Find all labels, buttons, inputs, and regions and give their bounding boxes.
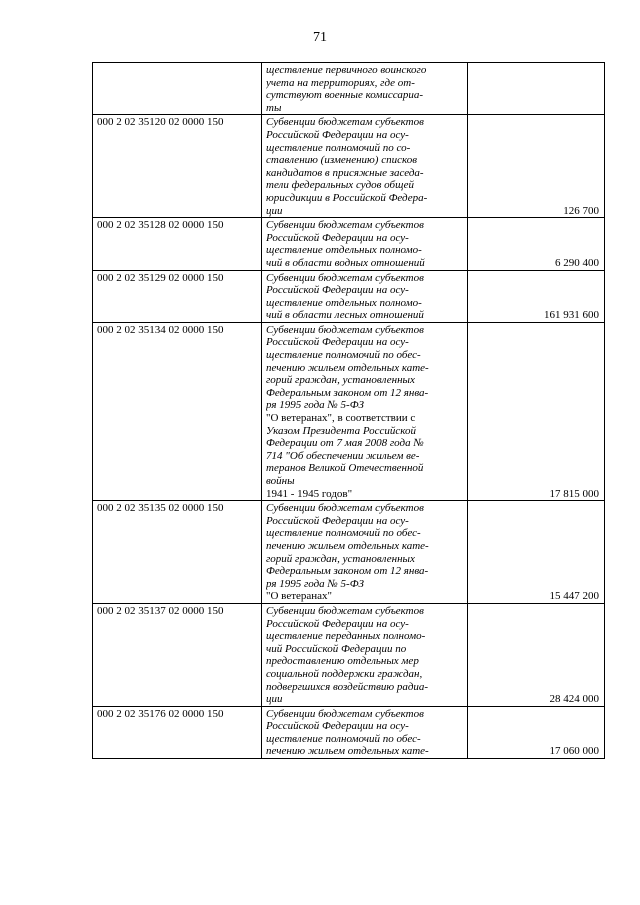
- item-description-cell: [262, 270, 468, 322]
- item-description-cell: [262, 218, 468, 270]
- description-line: ря 1995 года № 5-ФЗ: [266, 399, 365, 412]
- description-line: Российской Федерации на осу-: [266, 617, 409, 630]
- description-line: теранов Великой Отечественной: [266, 462, 424, 475]
- description-line: 1941 - 1945 годов": [266, 487, 353, 500]
- description-line: Субвенции бюджетам субъектов: [266, 707, 424, 720]
- item-description-cell: [262, 501, 468, 604]
- description-line: тели федеральных судов общей: [266, 179, 415, 192]
- table-row: [93, 115, 605, 218]
- amount-cell: 17 060 000: [468, 706, 605, 758]
- description-line: печению жильем отдельных кате-: [266, 361, 429, 374]
- description-line: чий Российской Федерации по: [266, 642, 407, 655]
- amount-cell: 126 700: [468, 115, 605, 218]
- description-line: ществление полномочий по со-: [266, 141, 411, 154]
- description-line: "О ветеранах", в соответствии с: [266, 412, 416, 425]
- amount-cell: 161 931 600: [468, 270, 605, 322]
- table-row: [93, 706, 605, 758]
- description-line: чий в области водных отношений: [266, 256, 425, 269]
- description-line: юрисдикции в Российской Федера-: [266, 191, 428, 204]
- table-row: [93, 322, 605, 500]
- budget-code-cell: 000 2 02 35176 02 0000 150: [93, 706, 262, 758]
- amount-cell: 17 815 000: [468, 322, 605, 500]
- description-line: ществление отдельных полномо-: [266, 296, 422, 309]
- description-line: ставлению (изменению) списков: [266, 154, 417, 167]
- item-description-cell: [262, 322, 468, 500]
- description-line: кандидатов в присяжные заседа-: [266, 166, 424, 179]
- description-line: учета на территориях, где от-: [266, 76, 415, 89]
- page-number: 71: [313, 30, 327, 45]
- table-row: [93, 501, 605, 604]
- description-line: Федеральным законом от 12 янва-: [266, 565, 429, 578]
- budget-code-cell: 000 2 02 35120 02 0000 150: [93, 115, 262, 218]
- description-line: печению жильем отдельных кате-: [266, 745, 429, 758]
- description-line: ря 1995 года № 5-ФЗ: [266, 577, 365, 590]
- budget-code-cell: 000 2 02 35137 02 0000 150: [93, 603, 262, 706]
- description-line: войны: [266, 475, 295, 487]
- description-line: ществление первичного воинского: [266, 64, 427, 76]
- description-line: "О ветеранах": [266, 590, 333, 603]
- amount-cell: 6 290 400: [468, 218, 605, 270]
- amount-cell: [468, 63, 605, 115]
- description-line: Российской Федерации на осу-: [266, 128, 409, 141]
- table-row: [93, 63, 605, 115]
- description-line: Субвенции бюджетам субъектов: [266, 323, 424, 336]
- description-line: ществление полномочий по обес-: [266, 732, 421, 745]
- budget-table-body: [93, 63, 605, 759]
- description-line: подвергшихся воздействию радиа-: [266, 680, 429, 693]
- description-line: чий в области лесных отношений: [266, 309, 424, 322]
- description-line: ции: [266, 204, 283, 217]
- amount-cell: 28 424 000: [468, 603, 605, 706]
- description-line: Российской Федерации на осу-: [266, 336, 409, 349]
- description-line: Указом Президента Российской: [266, 424, 417, 437]
- description-line: Российской Федерации на осу-: [266, 284, 409, 297]
- description-line: ты: [266, 101, 282, 114]
- table-row: [93, 603, 605, 706]
- description-line: Федеральным законом от 12 янва-: [266, 386, 429, 399]
- description-line: Российской Федерации на осу-: [266, 514, 409, 527]
- description-line: ществление отдельных полномо-: [266, 244, 422, 257]
- description-line: Субвенции бюджетам субъектов: [266, 502, 424, 515]
- description-line: горий граждан, установленных: [266, 374, 415, 387]
- table-row: [93, 270, 605, 322]
- description-line: 714 "Об обеспечении жильем ве-: [266, 449, 420, 462]
- amount-cell: 15 447 200: [468, 501, 605, 604]
- description-line: печению жильем отдельных кате-: [266, 539, 429, 552]
- description-line: горий граждан, установленных: [266, 552, 415, 565]
- description-line: ществление переданных полномо-: [266, 630, 426, 643]
- description-line: ции: [266, 693, 283, 706]
- description-line: социальной поддержки граждан,: [266, 667, 423, 680]
- description-line: предоставлению отдельных мер: [266, 655, 419, 668]
- table-row: [93, 218, 605, 270]
- budget-code-cell: 000 2 02 35134 02 0000 150: [93, 322, 262, 500]
- budget-table: [92, 62, 605, 759]
- description-line: Субвенции бюджетам субъектов: [266, 604, 424, 617]
- budget-code-cell: 000 2 02 35129 02 0000 150: [93, 270, 262, 322]
- description-line: Российской Федерации на осу-: [266, 231, 409, 244]
- item-description-cell: [262, 115, 468, 218]
- budget-code-cell: 000 2 02 35128 02 0000 150: [93, 218, 262, 270]
- description-line: сутствуют военные комиссариа-: [266, 89, 424, 102]
- budget-code-cell: 000 2 02 35135 02 0000 150: [93, 501, 262, 604]
- description-line: Субвенции бюджетам субъектов: [266, 271, 424, 284]
- description-line: ществление полномочий по обес-: [266, 349, 421, 362]
- budget-code-cell: [93, 63, 262, 115]
- item-description-cell: [262, 603, 468, 706]
- description-line: Субвенции бюджетам субъектов: [266, 116, 424, 129]
- description-line: Российской Федерации на осу-: [266, 720, 409, 733]
- description-line: Субвенции бюджетам субъектов: [266, 219, 424, 232]
- description-line: Федерации от 7 мая 2008 года №: [266, 437, 424, 450]
- item-description-cell: [262, 63, 468, 115]
- description-line: ществление полномочий по обес-: [266, 527, 421, 540]
- item-description-cell: [262, 706, 468, 758]
